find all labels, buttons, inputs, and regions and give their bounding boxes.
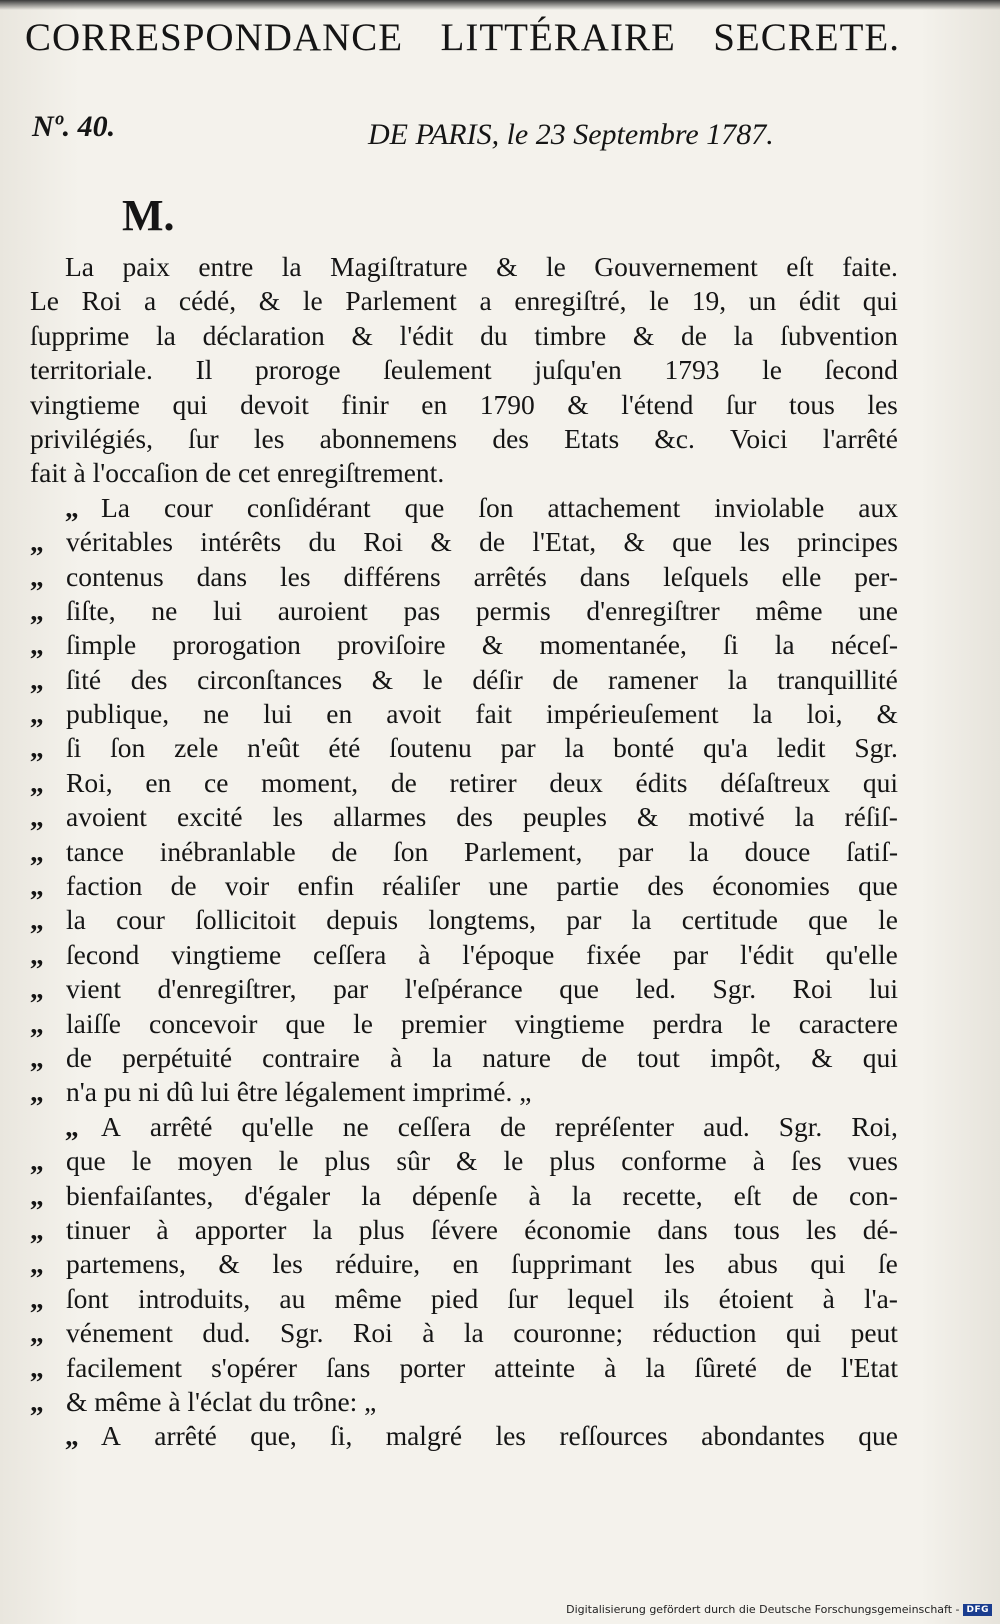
- text-line: [30, 1007, 898, 1041]
- text-line: [30, 319, 898, 353]
- line-text: vingtieme qui devoit finir en 1790 & l'étend ſur tous les: [30, 388, 898, 420]
- text-line: [30, 525, 898, 559]
- line-text: ſont introduits, au même pied ſur lequel ils étoient à l'a-: [66, 1282, 898, 1314]
- quote-mark: „: [30, 938, 44, 970]
- line-text: ſecond vingtieme ceſſera à l'époque fixée par l'édit qu'elle: [66, 938, 898, 970]
- running-head: CORRESPONDANCE LITTÉRAIRE SECRETE.: [25, 16, 900, 59]
- line-text: A arrêté que, ſi, malgré les reſſources abondantes que: [101, 1420, 898, 1452]
- line-text: véritables intérêts du Roi & de l'Etat, & que les principes: [66, 526, 898, 558]
- quote-mark: „: [30, 1248, 44, 1280]
- text-line: [30, 250, 898, 284]
- line-text: privilégiés, ſur les abonnemens des Etats &c. Voici l'arrêté: [30, 422, 898, 454]
- line-text: bienfaiſantes, d'égaler la dépenſe à la recette, eſt de con-: [66, 1179, 898, 1211]
- line-text: ſimple prorogation proviſoire & momentanée, ſi la néceſ-: [66, 629, 898, 661]
- text-line: [30, 938, 898, 972]
- text-line: [30, 731, 898, 765]
- line-text: vénement dud. Sgr. Roi à la couronne; réduction qui peut: [66, 1317, 898, 1349]
- line-text: avoient excité les allarmes des peuples & motivé la réſiſ-: [66, 801, 898, 833]
- line-text: ſité des circonſtances & le déſir de ramener la tranquillité: [66, 663, 898, 695]
- quote-mark: „: [30, 663, 44, 695]
- salutation-initial: M.: [122, 191, 175, 240]
- quote-mark: „: [30, 560, 44, 592]
- line-text: vient d'enregiſtrer, par l'eſpérance que led. Sgr. Roi lui: [66, 973, 898, 1005]
- text-line: [30, 1110, 898, 1144]
- line-text: que le moyen le plus sûr & le plus conforme à ſes vues: [66, 1145, 898, 1177]
- line-text: ſi ſon zele n'eût été ſoutenu par la bonté qu'a ledit Sgr.: [66, 732, 898, 764]
- line-text: La cour conſidérant que ſon attachement inviolable aux: [101, 491, 898, 523]
- text-line: [30, 388, 898, 422]
- line-text: Roi, en ce moment, de retirer deux édits déſaſtreux qui: [66, 766, 898, 798]
- quote-mark: „: [30, 904, 44, 936]
- text-line: [30, 835, 898, 869]
- text-line: [30, 800, 898, 834]
- text-line: [30, 1247, 898, 1281]
- text-line: [30, 491, 898, 525]
- text-line: [30, 284, 898, 318]
- body-text: [30, 250, 898, 1454]
- line-text: n'a pu ni dû lui être légalement imprimé. „: [66, 1076, 532, 1108]
- line-text: facilement s'opérer ſans porter atteinte à la ſûreté de l'Etat: [66, 1351, 898, 1383]
- quote-mark: „: [30, 870, 44, 902]
- line-text: territoriale. Il proroge ſeulement juſqu'en 1793 le ſecond: [30, 354, 898, 386]
- quote-mark: „: [30, 526, 44, 558]
- line-text: la cour ſollicitoit depuis longtems, par la certitude que le: [66, 904, 898, 936]
- text-line: [30, 1282, 898, 1316]
- quote-mark: „: [30, 594, 44, 626]
- line-text: fait à l'occaſion de cet enregiſtrement.: [30, 457, 445, 489]
- line-text: laiſſe concevoir que le premier vingtieme perdra le caractere: [66, 1007, 898, 1039]
- quote-mark: „: [65, 1420, 79, 1452]
- quote-mark: „: [30, 1145, 44, 1177]
- digitization-credit: [566, 1603, 992, 1616]
- text-line: [30, 456, 898, 490]
- quote-mark: „: [30, 698, 44, 730]
- quote-mark: „: [30, 1385, 44, 1417]
- text-line: [30, 663, 898, 697]
- scan-edge-shadow: [0, 0, 1000, 10]
- quote-mark: „: [65, 1110, 79, 1142]
- quote-mark: „: [65, 491, 79, 523]
- line-text: publique, ne lui en avoit fait impérieuſement la loi, &: [66, 698, 898, 730]
- dateline: DE PARIS, le 23 Septembre 1787.: [368, 118, 774, 151]
- line-text: partemens, & les réduire, en ſupprimant les abus qui ſe: [66, 1248, 898, 1280]
- line-text: & même à l'éclat du trône: „: [66, 1385, 377, 1417]
- quote-mark: „: [30, 1041, 44, 1073]
- text-line: [30, 1316, 898, 1350]
- dfg-logo-icon: DFG: [963, 1604, 992, 1616]
- text-line: [30, 903, 898, 937]
- text-line: [30, 1041, 898, 1075]
- quote-mark: „: [30, 629, 44, 661]
- text-line: [30, 1075, 898, 1109]
- quote-mark: „: [30, 801, 44, 833]
- line-text: contenus dans les différens arrêtés dans leſquels elle per-: [66, 560, 898, 592]
- quote-mark: „: [30, 1007, 44, 1039]
- text-line: [30, 628, 898, 662]
- line-text: A arrêté qu'elle ne ceſſera de repréſenter aud. Sgr. Roi,: [101, 1110, 898, 1142]
- quote-mark: „: [30, 732, 44, 764]
- quote-mark: „: [30, 1179, 44, 1211]
- quote-mark: „: [30, 1213, 44, 1245]
- credit-text: Digitalisierung gefördert durch die Deutsche Forschungsgemeinschaft -: [566, 1603, 960, 1616]
- text-line: [30, 422, 898, 456]
- text-line: [30, 353, 898, 387]
- line-text: ſiſte, ne lui auroient pas permis d'enregiſtrer même une: [66, 594, 898, 626]
- text-line: [30, 560, 898, 594]
- text-line: [30, 1385, 898, 1419]
- quote-mark: „: [30, 835, 44, 867]
- issue-number: Nº. 40.: [32, 110, 116, 143]
- text-line: [30, 1213, 898, 1247]
- text-line: [30, 697, 898, 731]
- quote-mark: „: [30, 1351, 44, 1383]
- text-line: [30, 594, 898, 628]
- line-text: faction de voir enfin réaliſer une partie des économies que: [66, 870, 898, 902]
- quote-mark: „: [30, 1317, 44, 1349]
- quote-mark: „: [30, 1076, 44, 1108]
- quote-mark: „: [30, 1282, 44, 1314]
- line-text: tinuer à apporter la plus ſévere économie dans tous les dé-: [66, 1213, 898, 1245]
- line-text: Le Roi a cédé, & le Parlement a enregiſtré, le 19, un édit qui: [30, 285, 898, 317]
- text-line: [30, 1179, 898, 1213]
- quote-mark: „: [30, 766, 44, 798]
- text-line: [30, 1419, 898, 1453]
- line-text: de perpétuité contraire à la nature de tout impôt, & qui: [66, 1041, 898, 1073]
- quote-mark: „: [30, 973, 44, 1005]
- text-line: [30, 972, 898, 1006]
- text-line: [30, 1351, 898, 1385]
- line-text: ſupprime la déclaration & l'édit du timbre & de la ſubvention: [30, 319, 898, 351]
- text-line: [30, 869, 898, 903]
- text-line: [30, 766, 898, 800]
- line-text: La paix entre la Magiſtrature & le Gouvernement eſt faite.: [65, 251, 898, 282]
- line-text: tance inébranlable de ſon Parlement, par la douce ſatiſ-: [66, 835, 898, 867]
- text-line: [30, 1144, 898, 1178]
